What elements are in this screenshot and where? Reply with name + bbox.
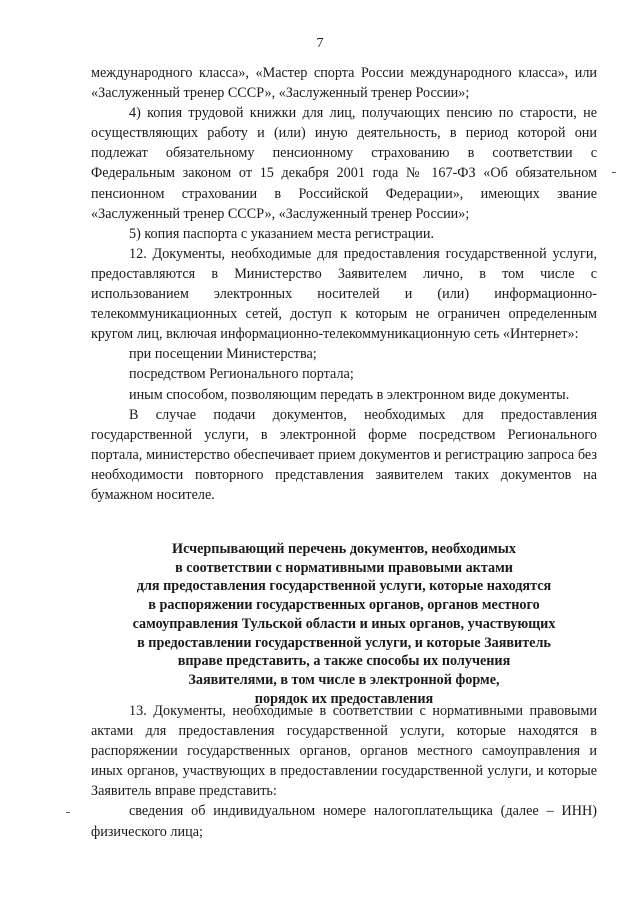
heading-line: Исчерпывающий перечень документов, необходимых: [172, 541, 516, 557]
heading-line: порядок их предоставления: [254, 690, 434, 707]
margin-mark: [612, 172, 616, 173]
paragraph-option-visit: при посещении Министерства;: [129, 346, 317, 363]
heading-line: для предоставления государственной услуги, которые находятся: [136, 578, 552, 595]
paragraph-section-12: 12. Документы, необходимые для предоставления государственной услуги, предоставляются в Министерство Заявителем лично, в том числе с использованием электронных носителей и (или) информационно-телекоммуникационных сетей, доступ к которым не ограничен определенным кругом лиц, включая информационно-телекоммуникационную сеть «Интернет»:: [91, 245, 597, 343]
paragraph-option-other: иным способом, позволяющим передать в электронном виде документы.: [129, 386, 570, 403]
margin-mark: [66, 812, 70, 813]
paragraph-inn: сведения об индивидуальном номере налогоплательщика (далее – ИНН) физического лица;: [91, 803, 597, 840]
heading-line: в предоставлении государственной услуги, и которые Заявитель: [137, 634, 551, 651]
document-body: [91, 63, 597, 505]
paragraph-continuation: международного класса», «Мастер спорта России международного класса», или «Заслуженный тренер СССР», «Заслуженный тренер России»;: [91, 65, 597, 102]
heading-line: в распоряжении государственных органов, органов местного: [148, 597, 540, 614]
paragraph-item-5: 5) копия паспорта с указанием места регистрации.: [129, 225, 435, 242]
document-body-continued: [91, 701, 597, 842]
paragraph-item-4: 4) копия трудовой книжки для лиц, получающих пенсию по старости, не осуществляющих работу и (или) иную деятельность, в период которой они подлежат обязательному пенсионному страхованию в соответствии с Федеральным законом от 15 декабря 2001 года № 167-ФЗ «Об обязательном пенсионном страховании в Российской Федерации», имеющих звание «Заслуженный тренер СССР», «Заслуженный тренер России»;: [91, 105, 597, 222]
heading-line: вправе представить, а также способы их получения: [177, 653, 511, 670]
heading-line: Заявителями, в том числе в электронной форме,: [188, 671, 500, 688]
section-heading: [91, 540, 597, 708]
paragraph-electronic-submission: В случае подачи документов, необходимых для предоставления государственной услуги, в электронной форме посредством Регионального портала, министерство обеспечивает прием документов и регистрацию запроса без необходимости повторного представления заявителем таких документов на бумажном носителе.: [91, 406, 597, 503]
heading-line: самоуправления Тульской области и иных органов, участвующих: [132, 615, 556, 632]
paragraph-option-portal: посредством Регионального портала;: [129, 366, 354, 383]
heading-line: в соответствии с нормативными правовыми актами: [175, 559, 513, 576]
page-number: 7: [316, 36, 324, 51]
paragraph-section-13: 13. Документы, необходимые в соответствии с нормативными правовыми актами для предоставления государственной услуги, которые находятся в распоряжении государственных органов, органов местного самоуправления и иных органов, участвующих в предоставлении государственной услуги, и которые Заявитель вправе представить:: [91, 703, 597, 800]
